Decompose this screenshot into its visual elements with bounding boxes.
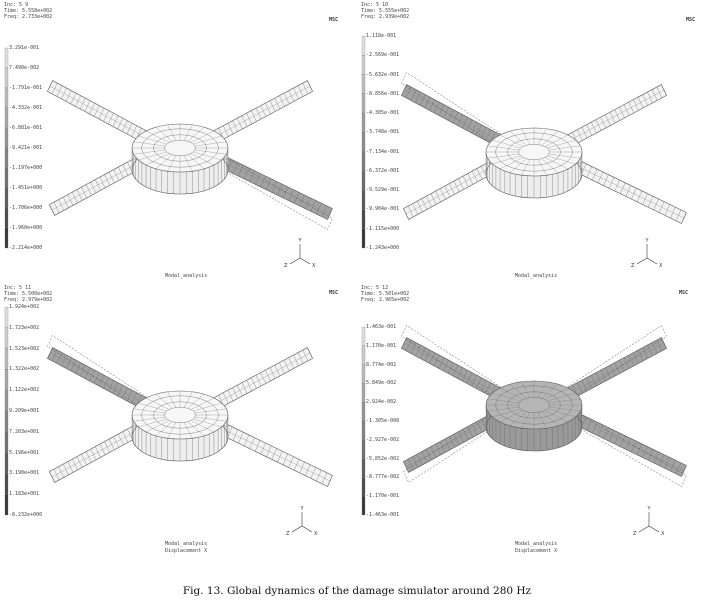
axis-z-label: Z xyxy=(284,263,288,269)
legend-tick-label: -1.115e+000 xyxy=(366,225,400,232)
legend-tick-label: -9.529e-001 xyxy=(366,187,400,194)
central-hub xyxy=(132,391,228,461)
axis-z-line xyxy=(290,258,300,264)
legend-swatch xyxy=(5,411,8,432)
legend-tick-label: -2.927e-002 xyxy=(366,436,400,443)
legend-tick-label: -1.791e-001 xyxy=(9,85,43,91)
fe-mesh-plot xyxy=(357,0,713,286)
legend-swatch xyxy=(362,209,365,228)
legend-swatch xyxy=(5,88,8,108)
job-name: Modal_analysis xyxy=(515,273,558,279)
legend-swatch xyxy=(362,113,365,132)
axis-triad xyxy=(286,506,318,537)
axis-x-line xyxy=(649,526,659,532)
legend-color-bar xyxy=(5,307,8,515)
legend-tick-label: -4.305e-001 xyxy=(366,110,400,117)
legend-swatch xyxy=(5,68,8,88)
msc-logo: MSC xyxy=(686,17,696,23)
result-label: Displacement X xyxy=(515,548,558,554)
freq-label: Freq: 2.939e+002 xyxy=(361,14,410,20)
time-label: Time: 5.558e+002 xyxy=(4,8,53,14)
legend-swatch xyxy=(362,365,365,384)
time-label: Time: 5.500e+002 xyxy=(4,291,53,297)
legend-swatch xyxy=(362,132,365,151)
central-hub xyxy=(486,381,582,451)
time-label: Time: 5.555e+002 xyxy=(361,8,410,14)
mesh-line xyxy=(561,90,664,145)
legend-swatch xyxy=(362,327,365,346)
axis-x-label: X xyxy=(312,263,316,269)
legend-tick-label: -8.232e+000 xyxy=(9,512,43,518)
axis-x-line xyxy=(300,258,310,264)
legend-swatch xyxy=(362,383,365,402)
legend-tick-label: -3.748e-001 xyxy=(366,129,400,136)
legend-swatch xyxy=(362,346,365,365)
legend-swatch xyxy=(5,148,8,168)
legend-swatch xyxy=(5,369,8,390)
legend-tick-label: -2.569e-001 xyxy=(366,52,400,59)
legend-swatch xyxy=(362,477,365,496)
inc-label: Inc: 5 10 xyxy=(361,2,389,8)
fe-mesh-plot xyxy=(357,283,713,569)
plot-header xyxy=(361,2,409,20)
legend-tick-label: 9.209e+001 xyxy=(9,408,40,414)
legend-swatch xyxy=(362,190,365,209)
inc-label: Inc: 5 11 xyxy=(4,285,32,291)
legend-tick-label: -1.243e+000 xyxy=(366,245,400,251)
legend-color-bar xyxy=(5,48,8,248)
legend-swatch xyxy=(5,453,8,474)
legend-tick-label: -5.632e-001 xyxy=(366,71,400,78)
legend-swatch xyxy=(362,55,365,74)
axis-triad xyxy=(633,506,665,537)
job-name: Modal_analysis xyxy=(515,541,558,547)
mesh-line xyxy=(404,343,507,398)
axis-y-label: Y xyxy=(647,506,651,512)
legend-tick-label: -6.881e-001 xyxy=(9,125,43,131)
msc-logo: MSC xyxy=(679,290,689,296)
fe-mesh-plot xyxy=(0,283,356,569)
panel-mode-1 xyxy=(0,0,356,286)
legend-swatch xyxy=(5,307,8,328)
plot-header xyxy=(4,2,52,20)
legend-swatch xyxy=(5,128,8,148)
plot-footer xyxy=(515,541,557,555)
legend-swatch xyxy=(362,75,365,94)
legend-swatch xyxy=(362,229,365,248)
legend-tick-label: 1.122e+002 xyxy=(9,387,40,394)
legend-swatch xyxy=(5,494,8,515)
legend-tick-label: -1.170e-001 xyxy=(366,493,400,500)
mesh-line xyxy=(404,90,507,145)
legend-swatch xyxy=(5,349,8,370)
legend-tick-label: -1.706e+000 xyxy=(9,205,43,211)
legend-tick-label: -1.463e-001 xyxy=(366,512,400,518)
legend-tick-label: 7.490e-002 xyxy=(9,65,40,71)
axis-x-line xyxy=(302,526,312,532)
legend-swatch xyxy=(362,440,365,459)
legend-swatch xyxy=(362,402,365,421)
legend-tick-label: 1.322e+002 xyxy=(9,366,40,373)
central-hub xyxy=(132,124,228,194)
legend-tick-label: 1.723e+002 xyxy=(9,324,40,331)
plot-header xyxy=(361,285,409,303)
legend-swatch xyxy=(5,108,8,128)
axis-z-line xyxy=(637,258,647,264)
legend-swatch xyxy=(5,228,8,248)
legend-tick-label: -1.451e+000 xyxy=(9,185,43,191)
legend-tick-label: 1.118e-001 xyxy=(366,33,397,39)
axis-triad xyxy=(284,238,316,269)
legend-tick-label: -6.372e-001 xyxy=(366,167,400,174)
legend-swatch xyxy=(362,94,365,113)
legend-tick-label: 1.523e+002 xyxy=(9,345,40,352)
legend-swatch xyxy=(362,459,365,478)
plot-footer xyxy=(165,541,207,555)
job-name: Modal_analysis xyxy=(165,273,208,279)
legend-tick-label: -4.332e-001 xyxy=(9,105,43,111)
legend-swatch xyxy=(5,328,8,349)
panel-mode-2 xyxy=(357,0,713,286)
legend-tick-label: -7.134e-001 xyxy=(366,148,400,155)
legend-color-bar xyxy=(362,36,365,248)
legend-swatch xyxy=(362,36,365,55)
legend-tick-label: -1.197e+000 xyxy=(9,165,43,171)
legend-tick-label: -8.856e-001 xyxy=(366,90,400,97)
legend-tick-label: 2.924e-002 xyxy=(366,399,397,406)
axis-x-label: X xyxy=(314,531,318,537)
fe-mesh-plot xyxy=(0,0,356,286)
panel-mode-4 xyxy=(357,283,713,569)
msc-logo: MSC xyxy=(329,17,339,23)
legend-swatch xyxy=(362,152,365,171)
legend-tick-label: 5.196e+001 xyxy=(9,449,40,456)
mesh-line xyxy=(207,86,310,141)
legend-tick-label: -1.305e-008 xyxy=(366,418,400,424)
legend-tick-label: 5.849e-002 xyxy=(366,380,397,387)
legend-tick-label: -9.904e-001 xyxy=(366,206,400,213)
plot-header xyxy=(4,285,52,303)
legend-tick-label: -5.852e-002 xyxy=(366,455,400,462)
legend-tick-label: 1.183e+001 xyxy=(9,491,40,498)
time-label: Time: 5.501e+002 xyxy=(361,291,410,297)
legend-swatch xyxy=(5,48,8,68)
legend-tick-label: 1.924e+002 xyxy=(9,304,40,310)
freq-label: Freq: 2.965e+002 xyxy=(361,297,410,303)
legend-swatch xyxy=(5,188,8,208)
legend-tick-label: -1.960e+000 xyxy=(9,225,43,231)
plot-footer xyxy=(165,273,207,280)
axis-z-line xyxy=(292,526,302,532)
freq-label: Freq: 2.733e+002 xyxy=(4,14,53,20)
plot-footer xyxy=(515,273,557,280)
legend-swatch xyxy=(362,421,365,440)
legend-swatch xyxy=(5,390,8,411)
legend-tick-label: 3.291e-001 xyxy=(9,45,40,51)
legend-swatch xyxy=(5,432,8,453)
legend-tick-label: -9.421e-001 xyxy=(9,145,43,151)
msc-logo: MSC xyxy=(329,290,339,296)
panel-mode-3 xyxy=(0,283,356,569)
axis-z-line xyxy=(639,526,649,532)
legend-tick-label: 1.170e-001 xyxy=(366,342,397,349)
axis-y-label: Y xyxy=(298,238,302,244)
mesh-line xyxy=(50,86,153,141)
legend-tick-label: -2.214e+000 xyxy=(9,245,43,251)
legend-tick-label: -8.777e-002 xyxy=(366,474,400,481)
axis-z-label: Z xyxy=(631,263,635,269)
axis-z-label: Z xyxy=(633,531,637,537)
inc-label: Inc: 5 9 xyxy=(4,2,29,8)
legend-tick-label: 7.203e+001 xyxy=(9,428,40,435)
axis-y-label: Y xyxy=(645,238,649,244)
legend-tick-label: 8.774e-002 xyxy=(366,361,397,368)
legend-swatch xyxy=(362,496,365,515)
result-label: Displacement X xyxy=(165,548,208,554)
axis-x-label: X xyxy=(659,263,663,269)
axis-x-line xyxy=(647,258,657,264)
axis-triad xyxy=(631,238,663,269)
legend-swatch xyxy=(5,168,8,188)
figure-caption: Fig. 13. Global dynamics of the damage simulator around 280 Hz xyxy=(182,585,532,597)
legend-swatch xyxy=(5,473,8,494)
legend-tick-label: 1.463e-001 xyxy=(366,324,397,330)
axis-x-label: X xyxy=(661,531,665,537)
mesh-line xyxy=(561,343,664,398)
legend-swatch xyxy=(362,171,365,190)
mesh-line xyxy=(50,353,153,408)
legend-tick-label: 3.190e+001 xyxy=(9,470,40,477)
legend-swatch xyxy=(5,208,8,228)
mesh-line xyxy=(207,353,310,408)
job-name: Modal_analysis xyxy=(165,541,208,547)
freq-label: Freq: 2.979e+002 xyxy=(4,297,53,303)
axis-y-label: Y xyxy=(300,506,304,512)
axis-z-label: Z xyxy=(286,531,290,537)
legend-color-bar xyxy=(362,327,365,515)
central-hub xyxy=(486,128,582,198)
inc-label: Inc: 5 12 xyxy=(361,285,389,291)
